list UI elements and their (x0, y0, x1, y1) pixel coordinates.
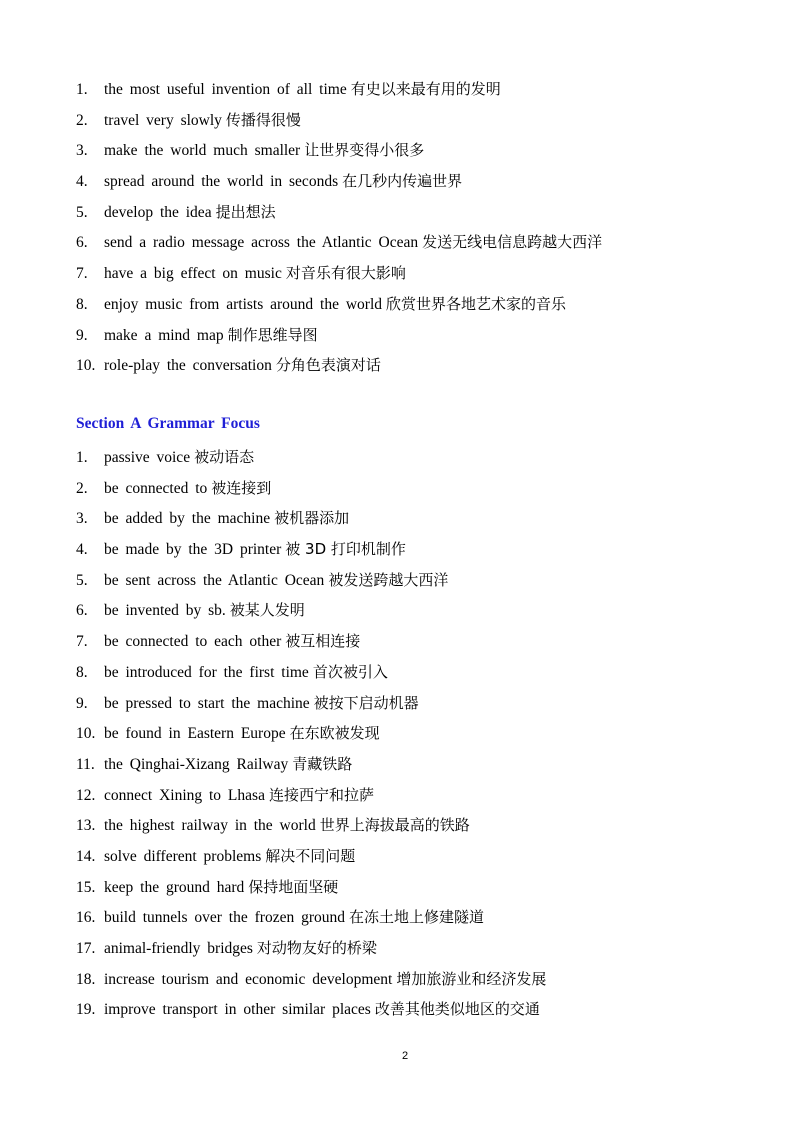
item-number: 3. (76, 142, 88, 160)
item-chinese: 青藏铁路 (292, 754, 353, 773)
item-english: improve transport in other similar places (104, 1001, 371, 1019)
list-item (76, 534, 546, 565)
list-item (76, 289, 602, 320)
list-item (76, 227, 602, 258)
item-english: the most useful invention of all time (104, 81, 347, 98)
item-number: 6. (76, 234, 88, 252)
item-chinese: 增加旅游业和经济发展 (396, 969, 547, 988)
item-number: 16. (76, 909, 96, 927)
item-number: 5. (76, 203, 88, 221)
item-chinese: 被机器添加 (274, 509, 350, 528)
item-chinese: 被某人发明 (229, 601, 305, 620)
item-number: 13. (76, 817, 96, 835)
item-english: enjoy music from artists around the world (104, 295, 383, 313)
item-english: build tunnels over the frozen ground (104, 909, 345, 927)
item-chinese: 发送无线电信息跨越大西洋 (422, 233, 603, 252)
item-number: 11. (76, 755, 95, 773)
item-chinese: 保持地面坚硬 (248, 877, 339, 896)
item-chinese: 被 3D 打印机制作 (285, 540, 406, 559)
item-number: 7. (76, 633, 88, 651)
item-chinese: 对动物友好的桥梁 (256, 939, 377, 957)
item-english: be sent across the Atlantic Ocean (104, 571, 325, 589)
item-number: 14. (76, 847, 96, 865)
item-english: passive voice (104, 449, 191, 466)
list-item (76, 626, 546, 657)
item-chinese: 对音乐有很大影响 (285, 264, 406, 283)
list-item (76, 810, 546, 841)
item-number: 15. (76, 878, 96, 896)
list-item (76, 258, 602, 289)
list-item (76, 503, 546, 534)
item-number: 1. (76, 81, 88, 98)
item-english: be made by the 3D printer (104, 541, 282, 559)
item-english: be pressed to start the machine (104, 694, 310, 712)
item-number: 2. (76, 479, 88, 497)
list-item (76, 473, 546, 504)
item-english: animal-friendly bridges (104, 940, 253, 957)
item-chinese: 被互相连接 (285, 632, 361, 651)
item-number: 10. (76, 725, 96, 743)
phrase-list-2 (76, 442, 546, 1025)
list-item (76, 350, 602, 381)
list-item (76, 872, 546, 903)
item-number: 7. (76, 265, 88, 283)
list-item (76, 565, 546, 596)
item-english: spread around the world in seconds (104, 173, 339, 191)
item-chinese: 首次被引入 (312, 662, 388, 681)
item-number: 5. (76, 571, 88, 589)
item-chinese: 在几秒内传遍世界 (342, 172, 463, 191)
item-english: make a mind map (104, 326, 224, 344)
list-item (76, 657, 546, 688)
page-number: 2 (401, 1050, 409, 1062)
item-number: 19. (76, 1001, 96, 1019)
item-chinese: 改善其他类似地区的交通 (374, 1000, 540, 1019)
item-english: be connected to (104, 479, 208, 497)
item-number: 9. (76, 326, 88, 344)
item-chinese: 世界上海拔最高的铁路 (319, 816, 470, 835)
item-english: be added by the machine (104, 510, 271, 528)
item-chinese: 制作思维导图 (227, 325, 318, 344)
item-chinese: 提出想法 (215, 202, 276, 221)
item-english: send a radio message across the Atlantic Ocean (104, 234, 419, 252)
item-english: the highest railway in the world (104, 817, 316, 835)
item-chinese: 被按下启动机器 (313, 693, 419, 712)
list-item (76, 841, 546, 872)
item-english: be found in Eastern Europe (104, 725, 286, 743)
item-chinese: 让世界变得小很多 (304, 141, 425, 160)
item-number: 4. (76, 173, 88, 191)
item-number: 8. (76, 663, 88, 681)
item-english: develop the idea (104, 203, 212, 221)
list-item (76, 135, 602, 166)
item-english: be introduced for the first time (104, 663, 309, 681)
item-number: 1. (76, 449, 88, 466)
item-chinese: 连接西宁和拉萨 (268, 785, 374, 804)
item-number: 9. (76, 694, 88, 712)
item-english: travel very slowly (104, 111, 222, 129)
list-item (76, 197, 602, 228)
list-item (76, 902, 546, 933)
item-number: 17. (76, 940, 96, 957)
list-item (76, 74, 602, 105)
item-chinese: 在东欧被发现 (289, 724, 380, 743)
item-chinese: 被连接到 (211, 478, 272, 497)
list-item (76, 595, 546, 626)
list-item (76, 964, 546, 995)
item-chinese: 传播得很慢 (225, 110, 301, 129)
item-chinese: 在冻土地上修建隧道 (348, 908, 484, 927)
phrase-list-1 (76, 74, 602, 381)
item-number: 12. (76, 786, 96, 804)
item-number: 2. (76, 111, 88, 129)
item-english: keep the ground hard (104, 878, 245, 896)
item-number: 4. (76, 541, 88, 559)
list-item (76, 933, 546, 964)
section-heading: Section A Grammar Focus (76, 415, 260, 432)
item-english: solve different problems (104, 847, 262, 865)
item-english: make the world much smaller (104, 142, 301, 160)
item-number: 10. (76, 357, 96, 375)
item-number: 3. (76, 510, 88, 528)
item-english: connect Xining to Lhasa (104, 786, 265, 804)
item-number: 18. (76, 970, 96, 988)
item-english: the Qinghai-Xizang Railway (104, 755, 289, 773)
item-number: 8. (76, 295, 88, 313)
list-item (76, 749, 546, 780)
item-chinese: 有史以来最有用的发明 (350, 80, 501, 98)
item-number: 6. (76, 602, 88, 620)
item-chinese: 分角色表演对话 (275, 356, 381, 375)
item-english: role-play the conversation (104, 357, 272, 375)
list-item (76, 105, 602, 136)
list-item (76, 320, 602, 351)
list-item (76, 994, 546, 1025)
item-chinese: 欣赏世界各地艺术家的音乐 (386, 294, 567, 313)
list-item (76, 688, 546, 719)
item-chinese: 被动语态 (194, 448, 255, 466)
item-english: have a big effect on music (104, 265, 282, 283)
list-item (76, 166, 602, 197)
list-item (76, 442, 546, 473)
item-english: be invented by sb. (104, 602, 226, 620)
list-item (76, 718, 546, 749)
item-chinese: 解决不同问题 (265, 846, 356, 865)
item-english: be connected to each other (104, 633, 282, 651)
list-item (76, 780, 546, 811)
item-chinese: 被发送跨越大西洋 (328, 570, 449, 589)
item-english: increase tourism and economic development (104, 970, 393, 988)
